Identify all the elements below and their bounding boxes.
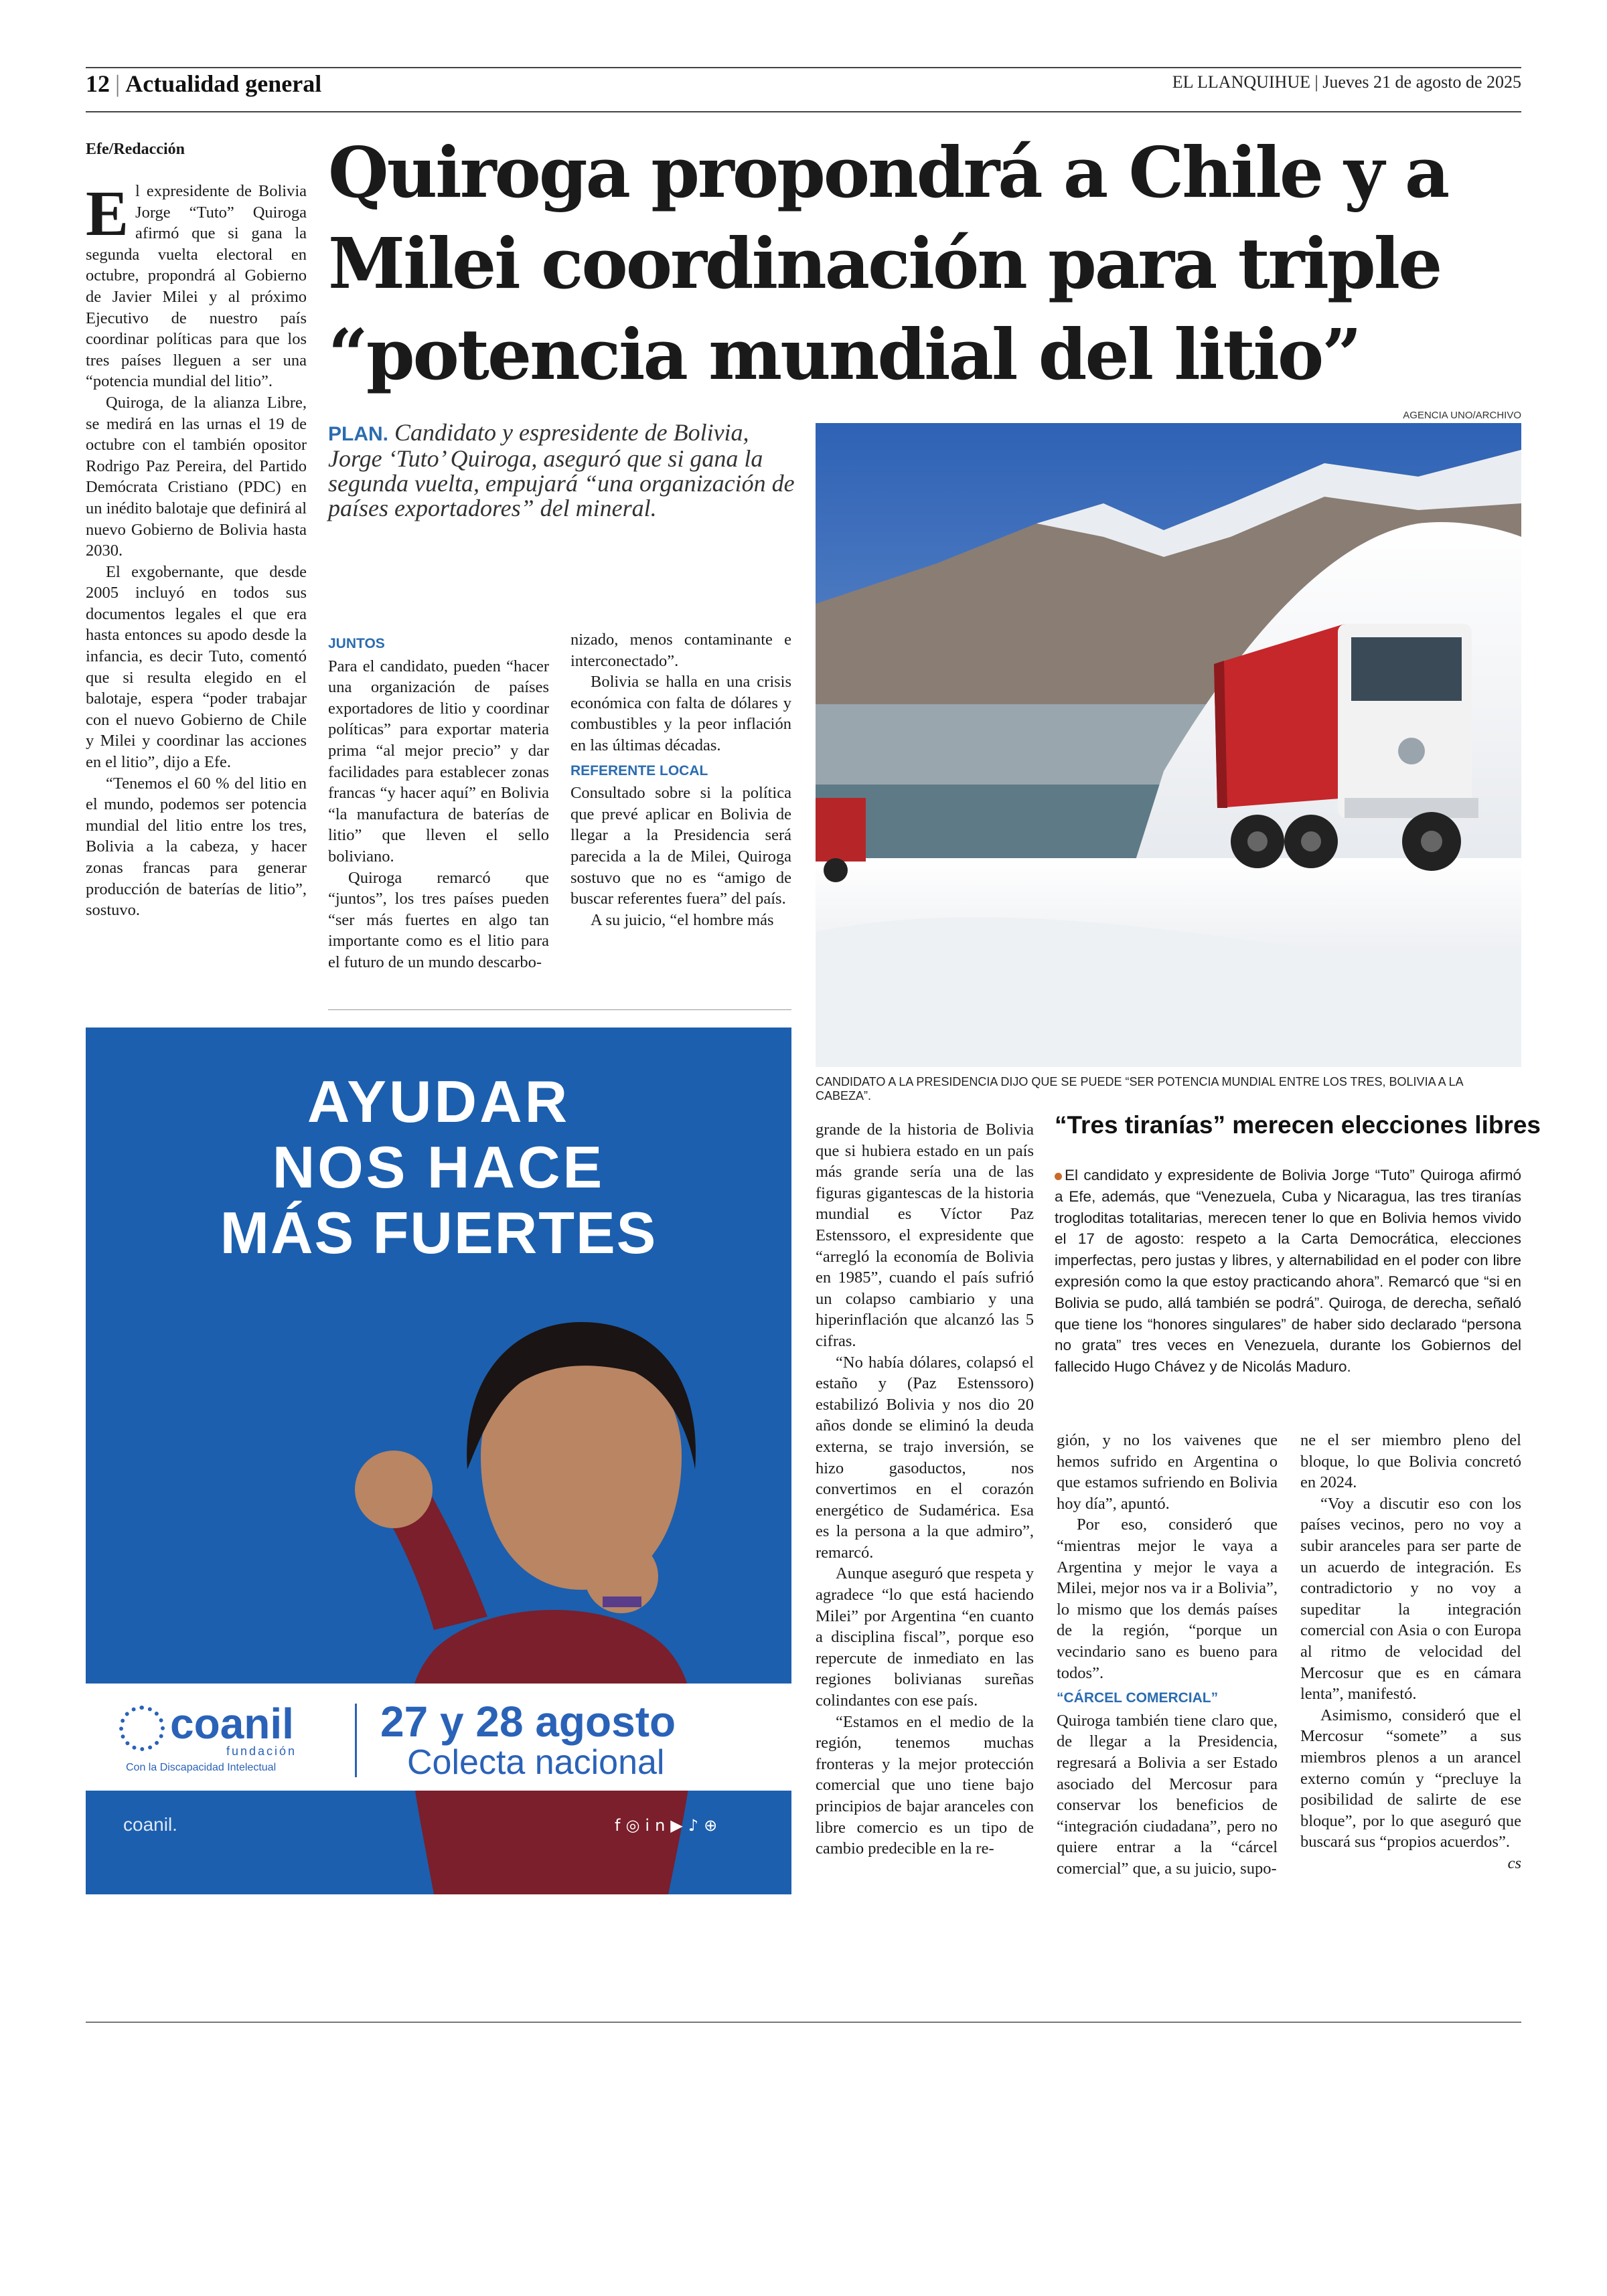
col1-paragraph-3: El exgobernante, que desde 2005 incluyó en todos sus documentos legales el que era hasta entonces su apodo desde la infancia, es decir Tuto, comentó que si resulta elegido en el balotaje, espera “poder trabajar con el nuevo Gobierno de Chile y Milei y coordinar las acciones en el litio”, dijo a Efe.	[86, 562, 307, 772]
sidebar-text: El candidato y expresidente de Bolivia Jorge “Tuto” Quiroga afirmó a Efe, además, que “Venezuela, Cuba y Nicaragua, las tres tiranías trogloditas totalitarias, merecen tener lo que en Bolivia hemos vivido el 17 de agosto: respeto a la Carta Democrática, elecciones imperfectas, pero justas y libres, y alternabilidad en el poder con libre expresión como la que estoy practicando ahora”. Remarcó que “si en Bolivia se pudo, allá también se podrá”. Quiroga, de derecha, señaló que tiene los “honores singulares” de haber sido declarado “persona no grata” tres veces en Venezuela, durante los Gobiernos del fallecido Hugo Chávez y de Nicolás Maduro.	[1055, 1167, 1521, 1376]
col2-paragraph-2: Quiroga remarcó que “juntos”, los tres países pueden “ser más fuertes en algo tan importante como es el litio para el futuro de un mundo descarbo-	[328, 868, 549, 971]
tiktok-icon: ♪	[688, 1816, 704, 1835]
bullet-icon	[1055, 1173, 1062, 1180]
coanil-brand: coanil	[170, 1700, 294, 1748]
page-number: 12	[86, 70, 110, 97]
article-column-1	[86, 177, 307, 921]
ad-slogan-line-1: AYUDAR	[307, 1068, 570, 1135]
collecta-event: Colecta nacional	[407, 1743, 665, 1782]
coanil-flower-icon	[119, 1706, 165, 1751]
col6-paragraph-3: Asimismo, consideró que el Mercosur “somete” a sus miembros plenos a un arancel externo común y “precluye la posibilidad de salirte de ese bloque”, por lo que aseguró que buscará sus “propios acuerdos”.	[1300, 1706, 1521, 1852]
col3-paragraph-4: A su juicio, “el hombre más	[591, 910, 774, 929]
web-icon: ⊕	[704, 1816, 723, 1835]
headline: Quiroga propondrá a Chile y a Milei coordinación para triple “potencia mundial del litio”	[328, 131, 1448, 396]
paper-name: EL LLANQUIHUE	[1172, 72, 1310, 92]
paper-dateline: EL LLANQUIHUE | Jueves 21 de agosto de 2025	[1172, 72, 1521, 92]
col4-paragraph-3: Aunque aseguró que respeta y agradece “lo que está haciendo Milei” por Argentina “en cuanto a disciplina fiscal”, porque eso repercute de inmediato en las regiones bolivianas sureñas colindantes con ese país.	[816, 1564, 1034, 1710]
article-column-5	[1057, 1430, 1278, 1879]
lead-text: Candidato y espresidente de Bolivia, Jorge ‘Tuto’ Quiroga, aseguró que si gana la segunda vuelta, empujará “una organización de países exportadores” del mineral.	[328, 419, 795, 521]
youtube-icon: ▶	[670, 1816, 688, 1835]
col4-paragraph-4: “Estamos en el medio de la región, tenemos muchas fronteras y la mejor protección comercial que uno tiene bajo principios de bajar aranceles con libre comercio es un tipo de cambio predecible en la re-	[816, 1712, 1034, 1858]
col4-paragraph-2: “No había dólares, colapsó el estaño y (Paz Estenssoro) estabilizó Bolivia y nos dio 20 años donde se eliminó la deuda externa, se trajo inversión, se hizo gasoductos, nos convertimos en el corazón energético de Sudamérica. Esa es la persona a la que admiro”, remarcó.	[816, 1353, 1034, 1562]
col1-paragraph-2: Quiroga, de la alianza Libre, se medirá en las urnas el 19 de octubre con el también opositor Rodrigo Paz Pereira, del Partido Demócrata Cristiano (PDC) en un inédito balotaje que definirá al nuevo Gobierno de Bolivia hasta 2030.	[86, 393, 307, 560]
ad-slogan-line-2: NOS HACE	[272, 1134, 605, 1200]
ad-slogan-line-3: MÁS FUERTES	[220, 1200, 658, 1266]
lithium-mine-photo	[816, 423, 1521, 1067]
byline: Efe/Redacción	[86, 141, 185, 158]
lead-paragraph	[328, 420, 797, 521]
article-column-6	[1300, 1430, 1521, 1874]
col5-paragraph-2: Por eso, consideró que “mientras mejor le vaya a Argentina y mejor le vaya a Milei, mejor nos va ir a Bolivia”, lo mismo que los demás países de la región, “porque un vecindario sano es bueno para todos”.	[1057, 1515, 1278, 1682]
coanil-brand-tag: Con la Discapacidad Intelectual	[126, 1762, 277, 1773]
section-header	[86, 70, 321, 98]
col5-paragraph-3: Quiroga también tiene claro que, de llegar a la Presidencia, regresará a Bolivia a ser Estado asociado del Mercosur para conservar los beneficios de “integración ciudadana”, pero no quiere entrar a la “cárcel comercial” que, a su juicio, supo-	[1057, 1711, 1278, 1878]
ad-divider	[355, 1704, 357, 1777]
linkedin-icon: in	[645, 1816, 671, 1835]
col6-paragraph-2: “Voy a discutir eso con los países vecinos, pero no voy a subir aranceles para ser parte de un acuerdo de integración. Es contradictorio y no voy a supeditar la integración comercial con Asia o con Europa al ritmo de velocidad del Mercosur que es en cámara lenta”, manifestó.	[1300, 1494, 1521, 1704]
sidebar-title: “Tres tiranías” merecen elecciones libres	[1055, 1111, 1541, 1139]
subhead-juntos: JUNTOS	[328, 636, 385, 651]
col1-paragraph-1: l expresidente de Bolivia Jorge “Tuto” Quiroga afirmó que si gana la segunda vuelta electoral en octubre, propondrá al Gobierno de Javier Milei y al próximo Ejecutivo de nuestro país coordinar políticas para que los tres países lleguen a ser una “potencia mundial del litio”.	[86, 182, 307, 391]
header-separator: |	[115, 70, 121, 97]
instagram-icon: ◎	[625, 1816, 645, 1835]
subhead-referente-local: REFERENTE LOCAL	[570, 762, 708, 778]
photo-credit: AGENCIA UNO/ARCHIVO	[1403, 410, 1521, 421]
col4-paragraph-1: grande de la historia de Bolivia que si hubiera estado en un país más grande sería una de las figuras gigantescas de la historia mundial es Víctor Paz Estenssoro, el expresidente que “arregló la economía de Bolivia en 1985”, cuando el país sufrió un colapso cambiario y una hiperinflación que alcanzó las 5 cifras.	[816, 1121, 1034, 1350]
drop-cap: E	[86, 177, 129, 249]
facebook-icon: f	[615, 1816, 626, 1835]
salt-flat-truck-image	[816, 423, 1521, 1067]
lead-kicker: PLAN.	[328, 423, 388, 445]
sidebar-body	[1055, 1165, 1521, 1378]
ad-url-fragment: coanil.	[123, 1814, 177, 1835]
article-column-3	[570, 629, 791, 930]
col3-paragraph-1: nizado, menos contaminante e interconectado”.	[570, 631, 791, 670]
col5-paragraph-1: gión, y no los vaivenes que hemos sufrido en Argentina o que estamos sufriendo en Bolivia hoy día”, apuntó.	[1057, 1431, 1278, 1513]
col2-paragraph-1: Para el candidato, pueden “hacer una organización de países exportadores de litio y coordinar políticas” para exportar materia prima “al mejor precio” y dar facilidades para establecer zonas francas “y hacer aquí” en Bolivia “la manufactura de baterías de litio” que lleven el sello boliviano.	[328, 657, 549, 866]
issue-date: Jueves 21 de agosto de 2025	[1322, 72, 1521, 92]
subhead-carcel-comercial: “CÁRCEL COMERCIAL”	[1057, 1690, 1219, 1706]
collecta-dates: 27 y 28 agosto	[380, 1698, 676, 1746]
col6-paragraph-1: ne el ser miembro pleno del bloque, lo que Bolivia concretó en 2024.	[1300, 1431, 1521, 1492]
coanil-brand-sub: fundación	[226, 1744, 297, 1758]
coanil-logo	[119, 1700, 400, 1781]
social-icons	[615, 1816, 722, 1835]
coanil-advertisement	[86, 1028, 791, 1894]
col3-paragraph-2: Bolivia se halla en una crisis económica con falta de dólares y combustibles y la peor inflación en las últimas décadas.	[570, 673, 791, 754]
col1-paragraph-4: “Tenemos el 60 % del litio en el mundo, podemos ser potencia mundial del litio entre los tres, Bolivia a la cabeza, y hacer zonas francas para generar producción de baterías de litio”, sostuvo.	[86, 774, 307, 920]
section-name: Actualidad general	[125, 70, 322, 97]
photo-caption: CANDIDATO A LA PRESIDENCIA DIJO QUE SE PUEDE “SER POTENCIA MUNDIAL ENTRE LOS TRES, BOLIVIA A LA CABEZA”.	[816, 1075, 1463, 1102]
article-column-4	[816, 1119, 1034, 1860]
end-mark: cs	[1507, 1854, 1521, 1872]
article-column-2	[328, 629, 549, 973]
col3-paragraph-3: Consultado sobre si la política que prevé aplicar en Bolivia de llegar a la Presidencia será parecida a la de Milei, Quiroga sostuvo que no es “amigo de buscar referentes fuera” del país.	[570, 784, 791, 908]
